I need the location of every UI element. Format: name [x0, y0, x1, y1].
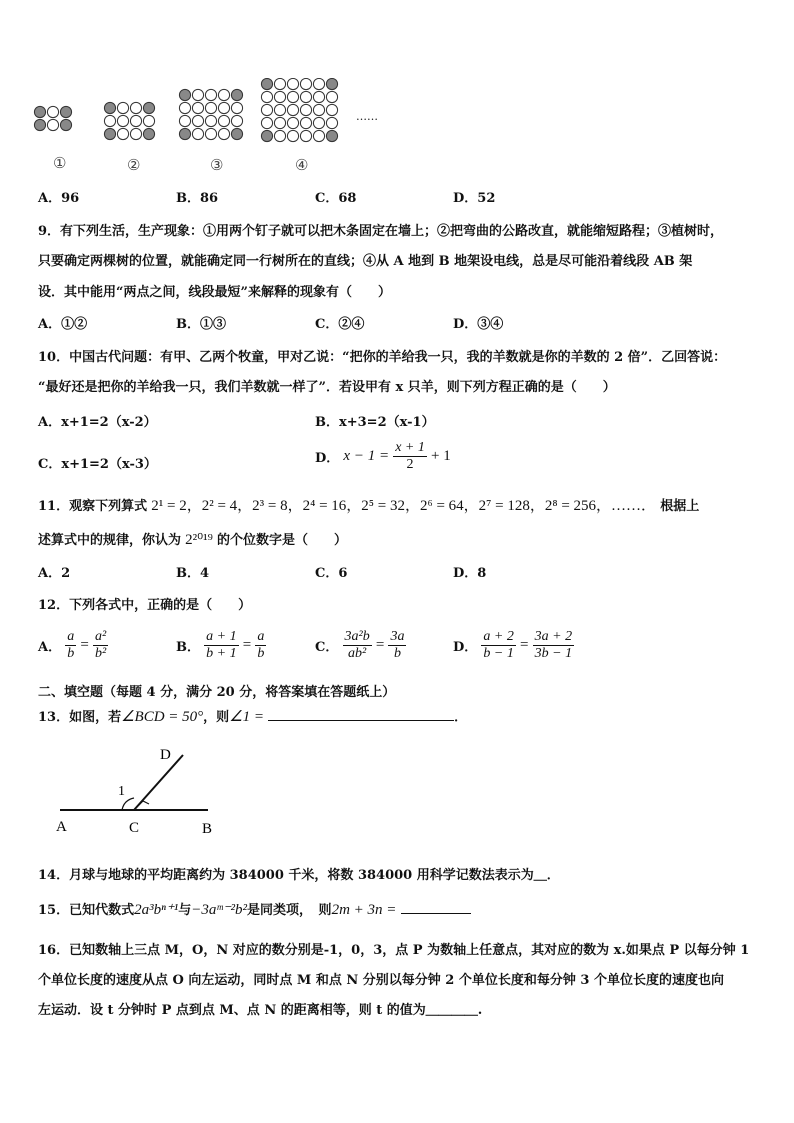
point-d-label: D: [160, 747, 171, 763]
pattern-ellipsis: ……: [356, 110, 378, 123]
dot: [130, 115, 141, 126]
dot: [300, 104, 311, 115]
dot: [218, 89, 229, 100]
dot: [179, 115, 190, 126]
q9-line-2: 只要确定两棵树的位置，就能确定同一行树所在的直线；④从 A 地到 B 地架设电线，总是尽可能沿着线段 AB 架: [38, 254, 693, 269]
dot: [261, 117, 272, 128]
q8-option-c: C．68: [315, 191, 357, 206]
dot: [104, 115, 115, 126]
q9-option-d: D．③④: [453, 317, 504, 332]
dot: [192, 128, 203, 139]
pattern-3: [179, 89, 242, 139]
section-2-heading: 二、填空题（每题 4 分，满分 20 分，将答案填在答题纸上）: [38, 685, 396, 700]
dot: [179, 102, 190, 113]
point-b-label: B: [202, 821, 213, 837]
corner-dot: [261, 130, 272, 141]
q15-answer-blank[interactable]: [401, 913, 471, 914]
dot: [313, 130, 324, 141]
q11-line2-a: 述算式中的规律，你认为: [38, 533, 182, 548]
dot: [300, 130, 311, 141]
pattern-label-1: ①: [53, 154, 67, 172]
q12-option-d: D． $\frac{a + 2}{b - 1}$ = $\frac{3a + 2}{3b - 1}$: [453, 629, 573, 661]
dot: [192, 89, 203, 100]
q11-option-a: A．2: [38, 566, 71, 581]
dot: [205, 102, 216, 113]
q10-option-d-label: D．: [315, 451, 340, 466]
dot: [287, 91, 298, 102]
dot: [218, 115, 229, 126]
dot: [274, 130, 285, 141]
dot: [287, 130, 298, 141]
q11-option-b: B．4: [176, 566, 210, 581]
q10-option-c: C．x+1=2（x-3）: [38, 457, 157, 472]
pattern-1: [34, 106, 71, 130]
q11-line-2: [38, 529, 347, 549]
q9-option-b: B．①③: [176, 317, 226, 332]
q12-option-b: B． $\frac{a + 1}{b + 1}$ = $\frac{a}{b}$: [176, 629, 265, 661]
dot: [326, 91, 337, 102]
dot: [231, 102, 242, 113]
q13-asked-angle: ∠1 =: [229, 709, 265, 725]
q13-line: 13．如图，若∠BCD = 50°，则∠1 = ．: [38, 709, 468, 725]
corner-dot: [34, 119, 45, 130]
point-a-label: A: [56, 819, 67, 835]
q16-line-3: 左运动．设 t 分钟时 P 点到点 M、点 N 的距离相等，则 t 的值为＿＿＿＿.: [38, 1003, 483, 1018]
ray-cd: [134, 755, 183, 810]
corner-dot: [60, 119, 71, 130]
dot: [326, 117, 337, 128]
dot: [300, 78, 311, 89]
q12-option-a: A． $\frac{a}{b}$ = $\frac{\text{a²}}{\text{b²}}$: [38, 629, 107, 661]
q11-option-c: C．6: [315, 566, 348, 581]
dot: [117, 128, 128, 139]
q11-line2-b: 的个位数字是（ ）: [217, 533, 348, 548]
corner-dot: [179, 89, 190, 100]
q16-line-2: 个单位长度的速度从点 O 向左运动，同时点 M 和点 N 分别以每分钟 2 个单位长度和每分钟 3 个单位长度的速度也向: [38, 973, 724, 988]
q16-line-1: 16．已知数轴上三点 M，O，N 对应的数分别是-1，0，3，点 P 为数轴上任意点，其对应的数为 x.如果点 P 以每分钟 1: [38, 943, 750, 958]
dot: [313, 104, 324, 115]
corner-dot: [104, 102, 115, 113]
dot: [205, 89, 216, 100]
dot: [117, 102, 128, 113]
dot: [300, 117, 311, 128]
dot: [274, 78, 285, 89]
q13-angle-figure: [50, 740, 230, 840]
q15-ask: 2m + 3n =: [331, 902, 397, 918]
dot: [47, 119, 58, 130]
corner-dot: [231, 89, 242, 100]
dot: [261, 91, 272, 102]
q10-option-d-fraction: $\frac{x + 1}{2}$: [395, 440, 425, 472]
dot: [287, 78, 298, 89]
q10-option-d-tail: + 1: [431, 448, 451, 464]
q8-option-d: D．52: [453, 191, 496, 206]
q10-option-d: [315, 440, 451, 473]
corner-dot: [60, 106, 71, 117]
q8-option-b: B．86: [176, 191, 219, 206]
pattern-2: [104, 102, 154, 139]
dot: [47, 106, 58, 117]
dot: [130, 128, 141, 139]
q10-line-1: 10．中国古代问题：有甲、乙两个牧童，甲对乙说：“把你的羊给我一只，我的羊数就是你的羊数的 2 倍”．乙回答说：: [38, 350, 727, 365]
dot: [143, 115, 154, 126]
dot: [218, 128, 229, 139]
q9-option-a: A．①②: [38, 317, 88, 332]
q8-option-a: A．96: [38, 191, 80, 206]
corner-dot: [326, 78, 337, 89]
q10-line-2: “最好还是把你的羊给我一只，我们羊数就一样了”．若设甲有 x 只羊，则下列方程正确的是（ ）: [38, 380, 616, 395]
q13-answer-blank[interactable]: [268, 720, 454, 721]
q11-suffix: 根据上: [660, 499, 700, 514]
q15-term-1: 2a³bⁿ⁺¹: [134, 902, 179, 918]
q11-prefix: 11．观察下列算式: [38, 499, 148, 514]
q10-option-b: B．x+3=2（x-1）: [315, 415, 435, 430]
dot: [287, 117, 298, 128]
dot: [117, 115, 128, 126]
dot: [274, 117, 285, 128]
q11-series: 2¹ = 2，2² = 4，2³ = 8，2⁴ = 16，2⁵ = 32，2⁶ = 64，2⁷ = 128，2⁸ = 256，……．: [151, 498, 657, 514]
corner-dot: [179, 128, 190, 139]
dot: [205, 115, 216, 126]
q12-stem: 12．下列各式中，正确的是（ ）: [38, 598, 252, 613]
q9-option-c: C．②④: [315, 317, 365, 332]
q15-term-2: −3aᵐ⁻²b²: [191, 902, 248, 918]
q9-line-3: 设．其中能用“两点之间，线段最短”来解释的现象有（ ）: [38, 285, 391, 300]
corner-dot: [261, 78, 272, 89]
pattern-label-3: ③: [210, 156, 224, 174]
angle-1-arc: [122, 798, 134, 810]
dot: [192, 115, 203, 126]
q10-option-a: A．x+1=2（x-2）: [38, 415, 157, 430]
dot: [231, 115, 242, 126]
dot: [130, 102, 141, 113]
dot: [287, 104, 298, 115]
q11-option-d: D．8: [453, 566, 487, 581]
q15-line: 15．已知代数式2a³bⁿ⁺¹与−3aᵐ⁻²b²是同类项， 则2m + 3n =: [38, 899, 471, 919]
dot: [313, 78, 324, 89]
dot: [313, 117, 324, 128]
corner-dot: [104, 128, 115, 139]
corner-dot: [143, 128, 154, 139]
corner-dot: [143, 102, 154, 113]
corner-dot: [326, 130, 337, 141]
dot: [218, 102, 229, 113]
q10-option-d-lhs: x − 1 =: [343, 448, 390, 464]
angle-1-label: 1: [118, 784, 125, 799]
q14-line: 14．月球与地球的平均距离约为 384000 千米，将数 384000 用科学记数法表示为＿．: [38, 868, 560, 883]
point-c-label: C: [129, 820, 140, 836]
corner-dot: [231, 128, 242, 139]
pattern-label-4: ④: [295, 156, 309, 174]
dot: [300, 91, 311, 102]
corner-dot: [34, 106, 45, 117]
q11-line-1: [38, 494, 699, 515]
q9-line-1: 9．有下列生活，生产现象：①用两个钉子就可以把木条固定在墙上；②把弯曲的公路改直，就能缩短路程；③植树时，: [38, 224, 724, 239]
pattern-label-2: ②: [127, 156, 141, 174]
dot: [192, 102, 203, 113]
dot: [326, 104, 337, 115]
dot: [205, 128, 216, 139]
q12-option-c: C． $\frac{\text{3a²b}}{\text{ab²}}$ = $\frac{3a}{b}$: [315, 629, 405, 661]
q13-given-angle: ∠BCD = 50°: [121, 709, 204, 725]
dot: [274, 91, 285, 102]
dot: [261, 104, 272, 115]
q11-power: 2²⁰¹⁹: [185, 532, 213, 548]
pattern-4: [261, 78, 337, 141]
dot: [274, 104, 285, 115]
dot: [313, 91, 324, 102]
